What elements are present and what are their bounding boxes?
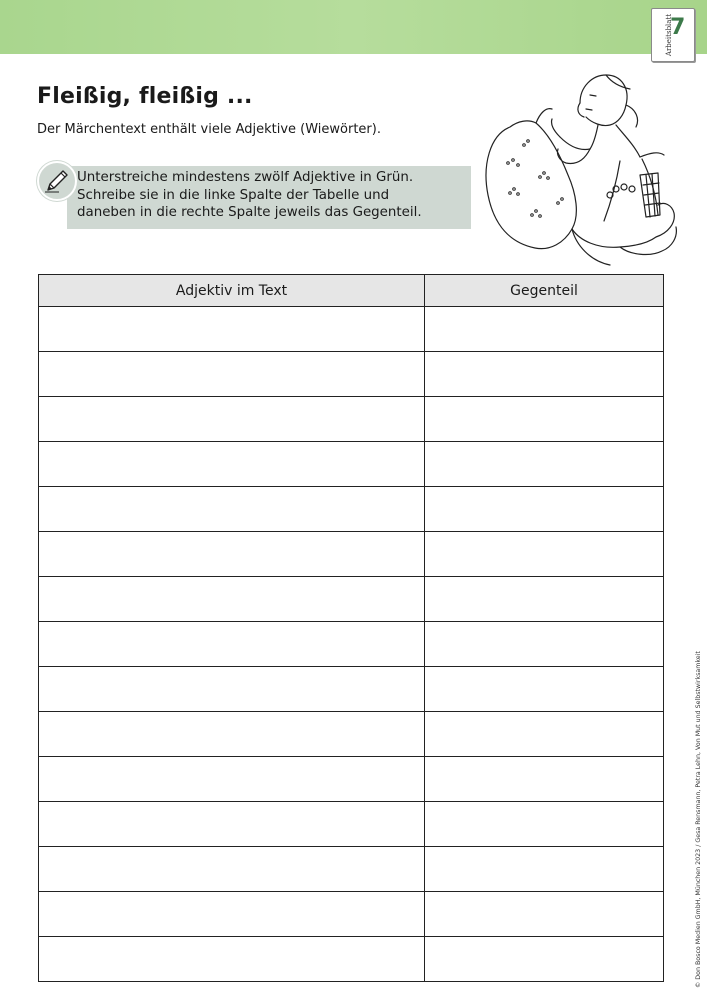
column-header-adjective: Adjektiv im Text [39, 275, 425, 307]
copyright-notice: © Don Bosco Medien GmbH, München 2023 / Gesa Rensmann, Petra Lehn, Von Mut und Selbstwirksamkeit [695, 651, 702, 988]
table-row [39, 442, 664, 487]
task-line: Unterstreiche mindestens zwölf Adjektive in Grün. [77, 170, 414, 185]
task-instructions [77, 169, 422, 222]
adjective-cell[interactable] [39, 307, 425, 352]
adjective-cell[interactable] [39, 892, 425, 937]
table-row [39, 487, 664, 532]
adjective-cell[interactable] [39, 802, 425, 847]
opposite-cell[interactable] [425, 712, 664, 757]
intro-text: Der Märchentext enthält viele Adjektive (Wiewörter). [37, 122, 381, 137]
table-row [39, 802, 664, 847]
header-band [0, 0, 707, 57]
pencil-icon [37, 161, 77, 201]
page-title: Fleißig, fleißig ... [37, 84, 253, 109]
worksheet-number-tab [651, 8, 695, 62]
adjective-cell[interactable] [39, 397, 425, 442]
opposite-cell[interactable] [425, 442, 664, 487]
adjective-cell[interactable] [39, 712, 425, 757]
table-header-row [39, 275, 664, 307]
opposite-cell[interactable] [425, 802, 664, 847]
opposite-cell[interactable] [425, 307, 664, 352]
table-row [39, 712, 664, 757]
woman-shaking-pillow-illustration [480, 65, 680, 270]
task-line: Schreibe sie in die linke Spalte der Tabelle und [77, 187, 390, 203]
table-row [39, 532, 664, 577]
opposite-cell[interactable] [425, 487, 664, 532]
sheet-label: Arbeitsblatt [665, 13, 674, 57]
table-row [39, 622, 664, 667]
table-row [39, 892, 664, 937]
opposite-cell[interactable] [425, 892, 664, 937]
adjective-cell[interactable] [39, 667, 425, 712]
adjective-cell[interactable] [39, 577, 425, 622]
adjective-cell[interactable] [39, 847, 425, 892]
opposite-cell[interactable] [425, 937, 664, 982]
adjective-cell[interactable] [39, 757, 425, 802]
adjective-cell[interactable] [39, 442, 425, 487]
table-body [39, 307, 664, 982]
table-row [39, 577, 664, 622]
opposite-cell[interactable] [425, 352, 664, 397]
task-line: daneben in die rechte Spalte jeweils das Gegenteil. [77, 205, 422, 220]
adjective-cell[interactable] [39, 937, 425, 982]
adjective-cell[interactable] [39, 352, 425, 397]
opposite-cell[interactable] [425, 622, 664, 667]
opposite-cell[interactable] [425, 847, 664, 892]
table-row [39, 352, 664, 397]
table-row [39, 397, 664, 442]
adjective-cell[interactable] [39, 622, 425, 667]
adjective-cell[interactable] [39, 487, 425, 532]
table-row [39, 847, 664, 892]
table-row [39, 667, 664, 712]
adjective-table [38, 274, 664, 982]
opposite-cell[interactable] [425, 532, 664, 577]
opposite-cell[interactable] [425, 577, 664, 622]
sheet-number: 7 [670, 15, 686, 40]
column-header-opposite: Gegenteil [425, 275, 664, 307]
table-row [39, 307, 664, 352]
table-row [39, 757, 664, 802]
opposite-cell[interactable] [425, 397, 664, 442]
opposite-cell[interactable] [425, 667, 664, 712]
opposite-cell[interactable] [425, 757, 664, 802]
adjective-cell[interactable] [39, 532, 425, 577]
table-row [39, 937, 664, 982]
